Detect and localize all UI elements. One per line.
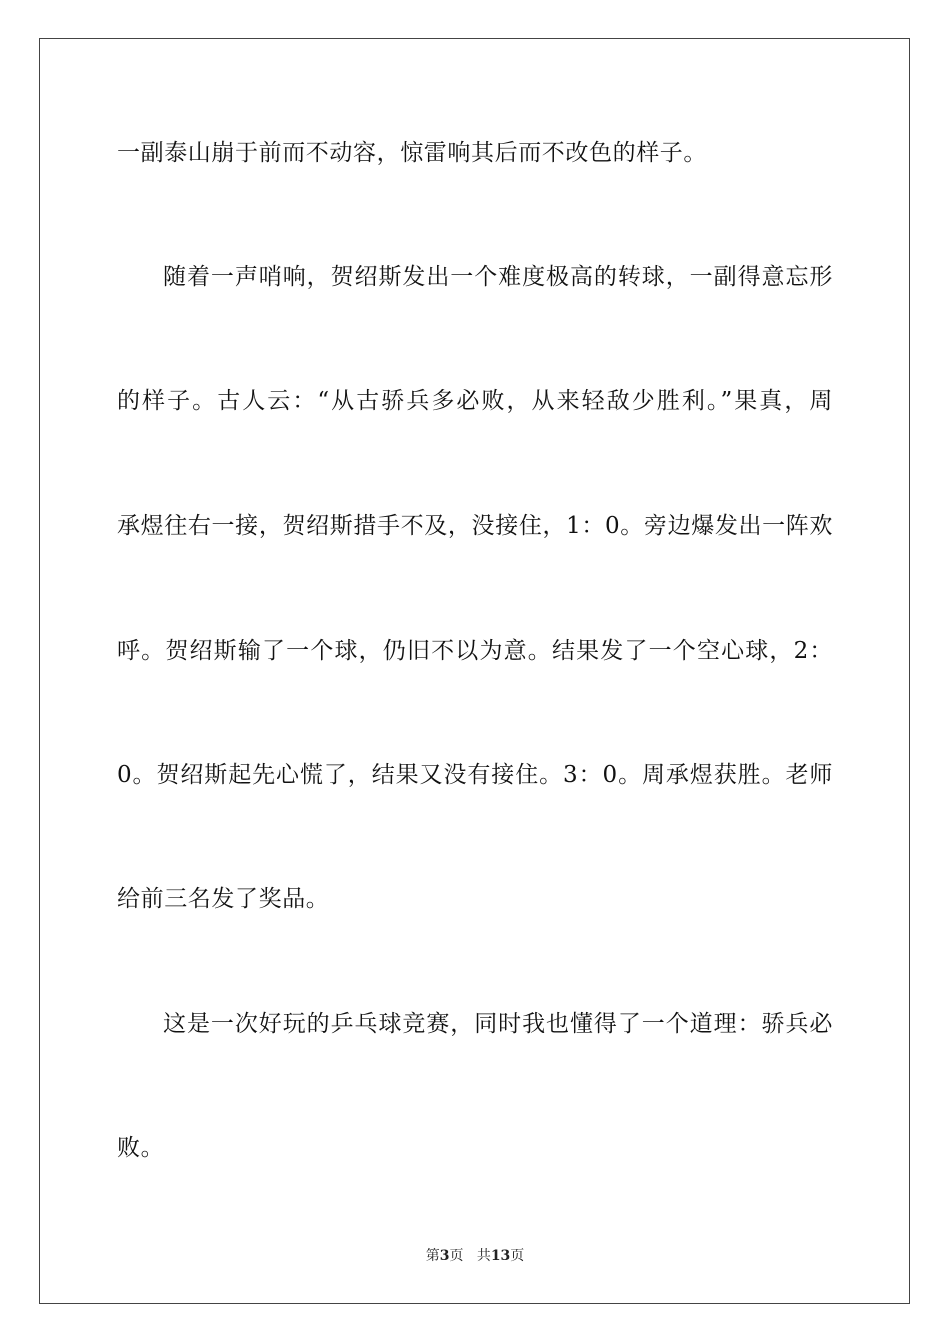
total-suffix: 页: [510, 1248, 525, 1264]
text-line-3: 的样子。古人云：“从古骄兵多必败，从来轻敌少胜利。”果真，周: [117, 388, 833, 414]
text-line-2: 随着一声哨响，贺绍斯发出一个难度极高的转球，一副得意忘形: [163, 264, 833, 290]
text-line-8: 这是一次好玩的乒乓球竞赛，同时我也懂得了一个道理：骄兵必: [163, 1011, 833, 1037]
text-line-4: 承煜往右一接，贺绍斯措手不及，没接住，1：0。旁边爆发出一阵欢: [117, 513, 833, 539]
page-footer: [0, 1247, 950, 1265]
current-page-number: 3: [439, 1248, 450, 1264]
total-page-count: 13: [490, 1248, 511, 1264]
page-suffix: 页: [449, 1248, 464, 1264]
page-prefix: 第: [425, 1248, 440, 1264]
text-line-5: 呼。贺绍斯输了一个球，仍旧不以为意。结果发了一个空心球，2：: [117, 638, 833, 664]
text-line-7: 给前三名发了奖品。: [117, 886, 330, 912]
total-prefix: 共: [476, 1248, 491, 1264]
page-border: [39, 38, 910, 1304]
text-line-6: 0。贺绍斯起先心慌了，结果又没有接住。3：0。周承煜获胜。老师: [117, 762, 833, 788]
text-line-9: 败。: [117, 1135, 165, 1161]
text-line-1: 一副泰山崩于前而不动容，惊雷响其后而不改色的样子。: [117, 140, 707, 166]
